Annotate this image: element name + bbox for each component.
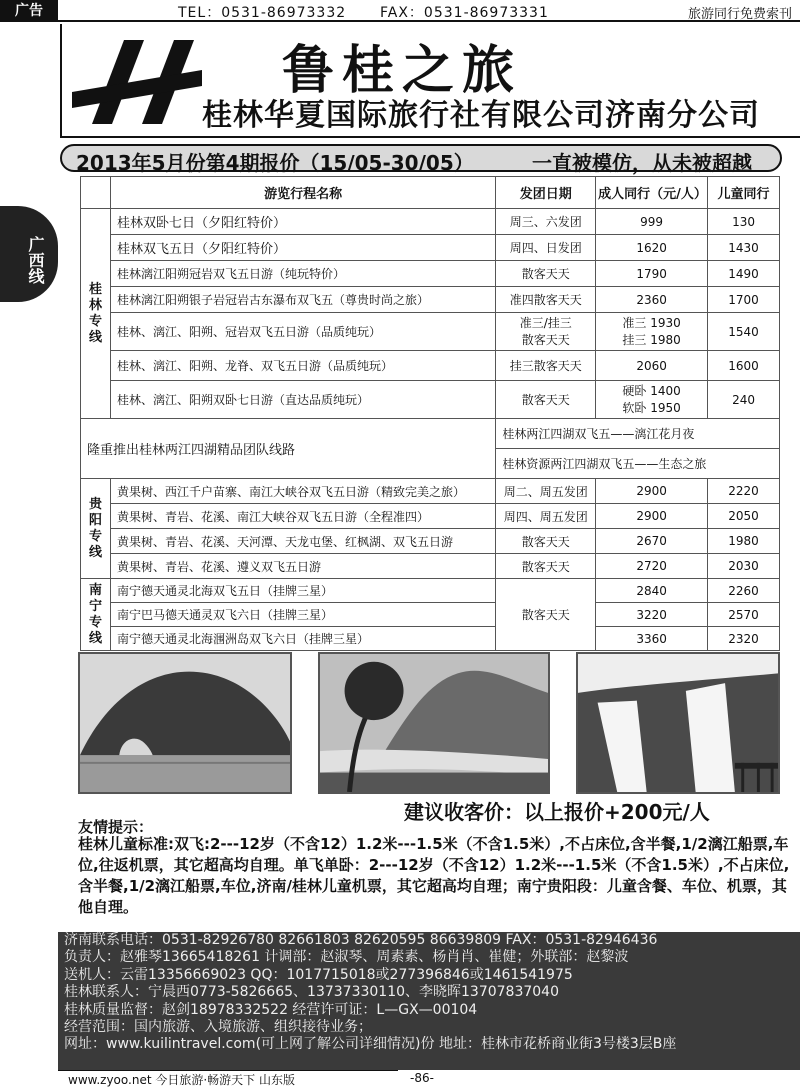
child-price: 2260 xyxy=(708,579,780,603)
price-table xyxy=(80,176,780,651)
child-price: 240 xyxy=(708,381,780,419)
brand-title: 鲁桂之旅 xyxy=(282,40,523,101)
promo-item: 桂林资源两江四湖双飞五——生态之旅 xyxy=(496,449,780,479)
date-line: 准三/挂三 xyxy=(519,315,572,330)
table-row xyxy=(81,261,780,287)
adult-price: 2840 xyxy=(596,579,708,603)
child-price: 1490 xyxy=(708,261,780,287)
adult-price: 2060 xyxy=(596,351,708,381)
ad-label: 广告 xyxy=(0,0,58,22)
depart-date: 散客天天 xyxy=(496,579,596,651)
table-row xyxy=(81,209,780,235)
adult-price: 3220 xyxy=(596,603,708,627)
tips-body: 桂林儿童标准:双飞:2---12岁（不含12）1.2米---1.5米（不含1.5米）,不占床位,含半餐,1/2漓江船票,车位,往返机票，其它超高均自理。单飞单卧：2---12岁（不含12）1.2米---1.5米（不含1.5米）,不占床位,含半餐,1/2漓江船票,车位,济南/桂林儿童机票，其它超高均自理；南宁贵阳段：儿童含餐、车位、机票，其他自理。 xyxy=(78,835,790,916)
region-tab: 广西线 xyxy=(0,206,58,302)
publication-name: 旅游同行免费索刊 xyxy=(687,7,792,22)
header-adult: 成人同行（元/人） xyxy=(596,177,708,209)
adult-price: 2360 xyxy=(596,287,708,313)
table-row xyxy=(81,479,780,504)
table-header-row xyxy=(81,177,780,209)
route-name: 桂林双飞五日（夕阳红特价） xyxy=(110,235,495,261)
table-row xyxy=(81,603,780,627)
contact-line: 桂林联系人：宁晨西0773-5826665、13737330110、李晓晖13707837040 xyxy=(64,984,559,1001)
contact-line: 桂林质量监督：赵剑18978332522 经营许可证：L—GX—00104 xyxy=(64,1001,478,1018)
depart-date: 准四散客天天 xyxy=(496,287,596,313)
group-guilin: 桂林专线 xyxy=(81,209,111,419)
promo-text: 隆重推出桂林两江四湖精品团队线路 xyxy=(81,419,496,479)
price-line: 准三 1930 xyxy=(622,315,681,330)
table-row xyxy=(81,504,780,529)
adult-price: 2670 xyxy=(596,529,708,554)
child-price: 2320 xyxy=(708,627,780,651)
adult-price: 999 xyxy=(596,209,708,235)
price-line: 硬卧 1400 xyxy=(622,383,681,398)
route-name: 桂林、漓江、阳朔双卧七日游（直达品质纯玩） xyxy=(110,381,495,419)
child-price: 1430 xyxy=(708,235,780,261)
adult-price: 1790 xyxy=(596,261,708,287)
adult-price: 2720 xyxy=(596,554,708,579)
photo-waterfall xyxy=(576,652,780,794)
top-bar xyxy=(0,0,800,22)
child-price: 130 xyxy=(708,209,780,235)
footer-site: www.zyoo.net 今日旅游·畅游天下 山东版 xyxy=(68,1073,295,1087)
depart-date: 周四、周五发团 xyxy=(496,504,596,529)
route-name: 桂林双卧七日（夕阳红特价） xyxy=(110,209,495,235)
child-price: 1700 xyxy=(708,287,780,313)
page-number: -86- xyxy=(410,1071,434,1085)
table-row xyxy=(81,235,780,261)
route-name: 黄果树、西江千户苗寨、南江大峡谷双飞五日游（精致完美之旅） xyxy=(110,479,495,504)
adult-price xyxy=(596,381,708,419)
contact-line: 负责人：赵雅琴13665418261 计调部：赵淑琴、周素素、杨肖肖、崔健；外联部：赵黎波 xyxy=(64,949,629,966)
slogan: 一直被模仿，从未被超越 xyxy=(532,151,752,175)
route-name: 桂林、漓江、阳朔、冠岩双飞五日游（品质纯玩） xyxy=(110,313,495,351)
issue-title: 2013年5月份第4期报价（15/05-30/05） xyxy=(76,151,474,175)
adult-price: 1620 xyxy=(596,235,708,261)
contact-line: 济南联系电话：0531-82926780 82661803 82620595 86639809 FAX：0531-82946436 xyxy=(64,932,658,948)
promo-item: 桂林两江四湖双飞五——漓江花月夜 xyxy=(496,419,780,449)
photo-strip xyxy=(78,652,780,794)
adult-price xyxy=(596,313,708,351)
adult-price: 2900 xyxy=(596,504,708,529)
table-row xyxy=(81,351,780,381)
header-fax: FAX：0531-86973331 xyxy=(380,5,549,21)
depart-date: 散客天天 xyxy=(496,554,596,579)
group-nanning: 南宁专线 xyxy=(81,579,111,651)
page-footer xyxy=(58,1070,800,1087)
tips-title: 友情提示： xyxy=(78,818,154,836)
route-name: 桂林、漓江、阳朔、龙脊、双飞五日游（品质纯玩） xyxy=(110,351,495,381)
child-price: 1540 xyxy=(708,313,780,351)
depart-date: 散客天天 xyxy=(496,381,596,419)
header-route: 游览行程名称 xyxy=(110,177,495,209)
child-price: 2050 xyxy=(708,504,780,529)
depart-date: 散客天天 xyxy=(496,529,596,554)
child-price: 1980 xyxy=(708,529,780,554)
contact-line: 网址：www.kuilintravel.com(可上网了解公司详细情况)份 地址：桂林市花桥商业街3号楼3层B座 xyxy=(64,1036,677,1053)
date-line: 散客天天 xyxy=(521,332,570,347)
route-name: 黄果树、青岩、花溪、南江大峡谷双飞五日游（全程准四） xyxy=(110,504,495,529)
depart-date: 周三、六发团 xyxy=(496,209,596,235)
adult-price: 2900 xyxy=(596,479,708,504)
price-line: 挂三 1980 xyxy=(622,332,681,347)
company-header xyxy=(60,24,800,138)
price-banner xyxy=(60,144,782,175)
contact-panel xyxy=(58,932,800,1070)
photo-river-valley xyxy=(318,652,550,794)
company-logo-icon xyxy=(72,40,202,124)
header-date: 发团日期 xyxy=(496,177,596,209)
table-row xyxy=(81,287,780,313)
suggested-price: 建议收客价：以上报价+200元/人 xyxy=(404,800,710,824)
table-row xyxy=(81,627,780,651)
table-row xyxy=(81,529,780,554)
promo-row xyxy=(81,419,780,449)
route-name: 黄果树、青岩、花溪、天河潭、天龙屯堡、红枫湖、双飞五日游 xyxy=(110,529,495,554)
table-row xyxy=(81,381,780,419)
table-row xyxy=(81,313,780,351)
table-row xyxy=(81,579,780,603)
depart-date: 周四、日发团 xyxy=(496,235,596,261)
depart-date: 周二、周五发团 xyxy=(496,479,596,504)
route-name: 桂林漓江阳朔银子岩冠岩古东瀑布双飞五（尊贵时尚之旅） xyxy=(110,287,495,313)
contact-line: 送机人：云雷13356669023 QQ：1017715018或277396846或1461541975 xyxy=(64,966,573,983)
company-name: 桂林华夏国际旅行社有限公司济南分公司 xyxy=(202,98,760,133)
route-name: 南宁巴马德天通灵双飞六日（挂牌三星） xyxy=(110,603,495,627)
header-tel: TEL：0531-86973332 xyxy=(178,5,347,21)
child-price: 1600 xyxy=(708,351,780,381)
depart-date: 散客天天 xyxy=(496,261,596,287)
header-child: 儿童同行 xyxy=(708,177,780,209)
child-price: 2220 xyxy=(708,479,780,504)
route-name: 桂林漓江阳朔冠岩双飞五日游（纯玩特价） xyxy=(110,261,495,287)
child-price: 2570 xyxy=(708,603,780,627)
depart-date: 挂三散客天天 xyxy=(496,351,596,381)
table-row xyxy=(81,554,780,579)
group-guiyang: 贵阳专线 xyxy=(81,479,111,579)
contact-line: 经营范围：国内旅游、入境旅游、组织接待业务； xyxy=(64,1019,372,1036)
photo-elephant-hill xyxy=(78,652,292,794)
header-blank xyxy=(81,177,111,209)
child-price: 2030 xyxy=(708,554,780,579)
route-name: 南宁德天通灵北海双飞五日（挂牌三星） xyxy=(110,579,495,603)
route-name: 黄果树、青岩、花溪、遵义双飞五日游 xyxy=(110,554,495,579)
route-name: 南宁德天通灵北海涠洲岛双飞六日（挂牌三星） xyxy=(110,627,495,651)
depart-date xyxy=(496,313,596,351)
adult-price: 3360 xyxy=(596,627,708,651)
price-line: 软卧 1950 xyxy=(622,400,681,415)
